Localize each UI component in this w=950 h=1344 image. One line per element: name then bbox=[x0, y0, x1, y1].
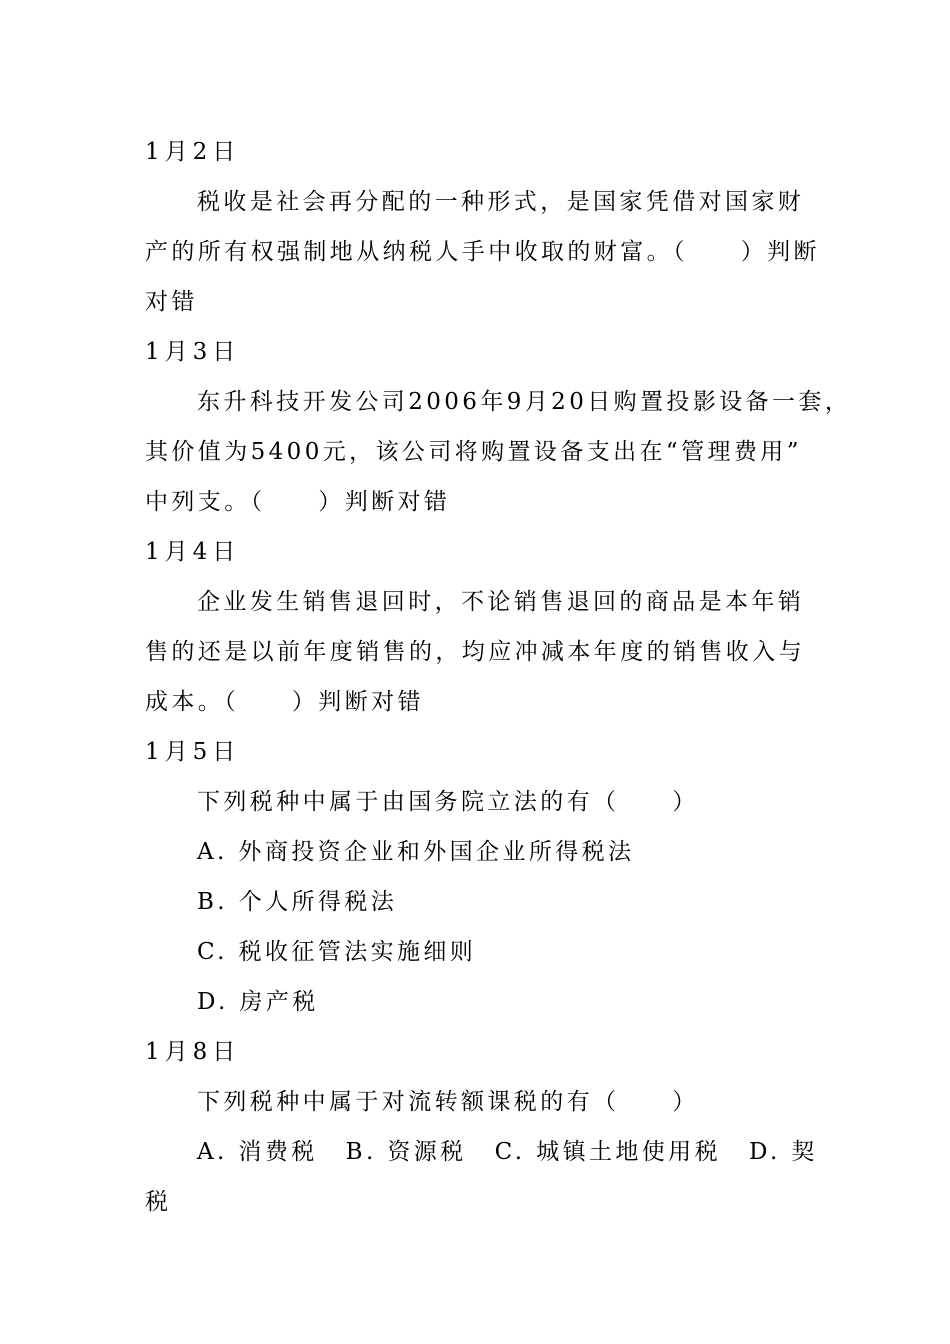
paragraph-line: 对错 bbox=[145, 289, 198, 315]
option-item: B. 资源税 bbox=[345, 1139, 467, 1165]
paragraph-line: 其价值为5400元，该公司将购置设备支出在“管理费用” bbox=[145, 439, 802, 465]
option-wrap-line: 税 bbox=[145, 1189, 172, 1215]
option-item: C. 城镇土地使用税 bbox=[494, 1139, 721, 1165]
paragraph-line: 税收是社会再分配的一种形式，是国家凭借对国家财 bbox=[197, 189, 805, 215]
option-item: B. 个人所得税法 bbox=[197, 889, 398, 915]
option-item: A. 外商投资企业和外国企业所得税法 bbox=[197, 839, 635, 865]
entry-date: 1月8日 bbox=[145, 1039, 241, 1065]
paragraph-line: 售的还是以前年度销售的，均应冲减本年度的销售收入与 bbox=[145, 639, 805, 665]
option-item: A. 消费税 bbox=[197, 1139, 318, 1165]
entry-date: 1月4日 bbox=[145, 539, 241, 565]
paragraph-line: 产的所有权强制地从纳税人手中收取的财富。（ ）判断 bbox=[145, 239, 820, 265]
option-item: D. 契 bbox=[748, 1139, 818, 1165]
option-item: C. 税收征管法实施细则 bbox=[197, 939, 477, 965]
document-body bbox=[145, 127, 852, 1227]
paragraph-line: 企业发生销售退回时，不论销售退回的商品是本年销 bbox=[197, 589, 805, 615]
paragraph-line: 中列支。（ ）判断对错 bbox=[145, 489, 451, 515]
entry-date: 1月5日 bbox=[145, 739, 241, 765]
inline-options bbox=[145, 1127, 818, 1177]
paragraph-line: 成本。（ ）判断对错 bbox=[145, 689, 424, 715]
question-text: 下列税种中属于由国务院立法的有（ ） bbox=[197, 789, 699, 815]
entry-date: 1月3日 bbox=[145, 339, 241, 365]
paragraph-line: 东升科技开发公司2006年9月20日购置投影设备一套， bbox=[197, 389, 852, 415]
entry-date: 1月2日 bbox=[145, 139, 241, 165]
question-text: 下列税种中属于对流转额课税的有（ ） bbox=[197, 1089, 699, 1115]
option-item: D. 房产税 bbox=[197, 989, 319, 1015]
